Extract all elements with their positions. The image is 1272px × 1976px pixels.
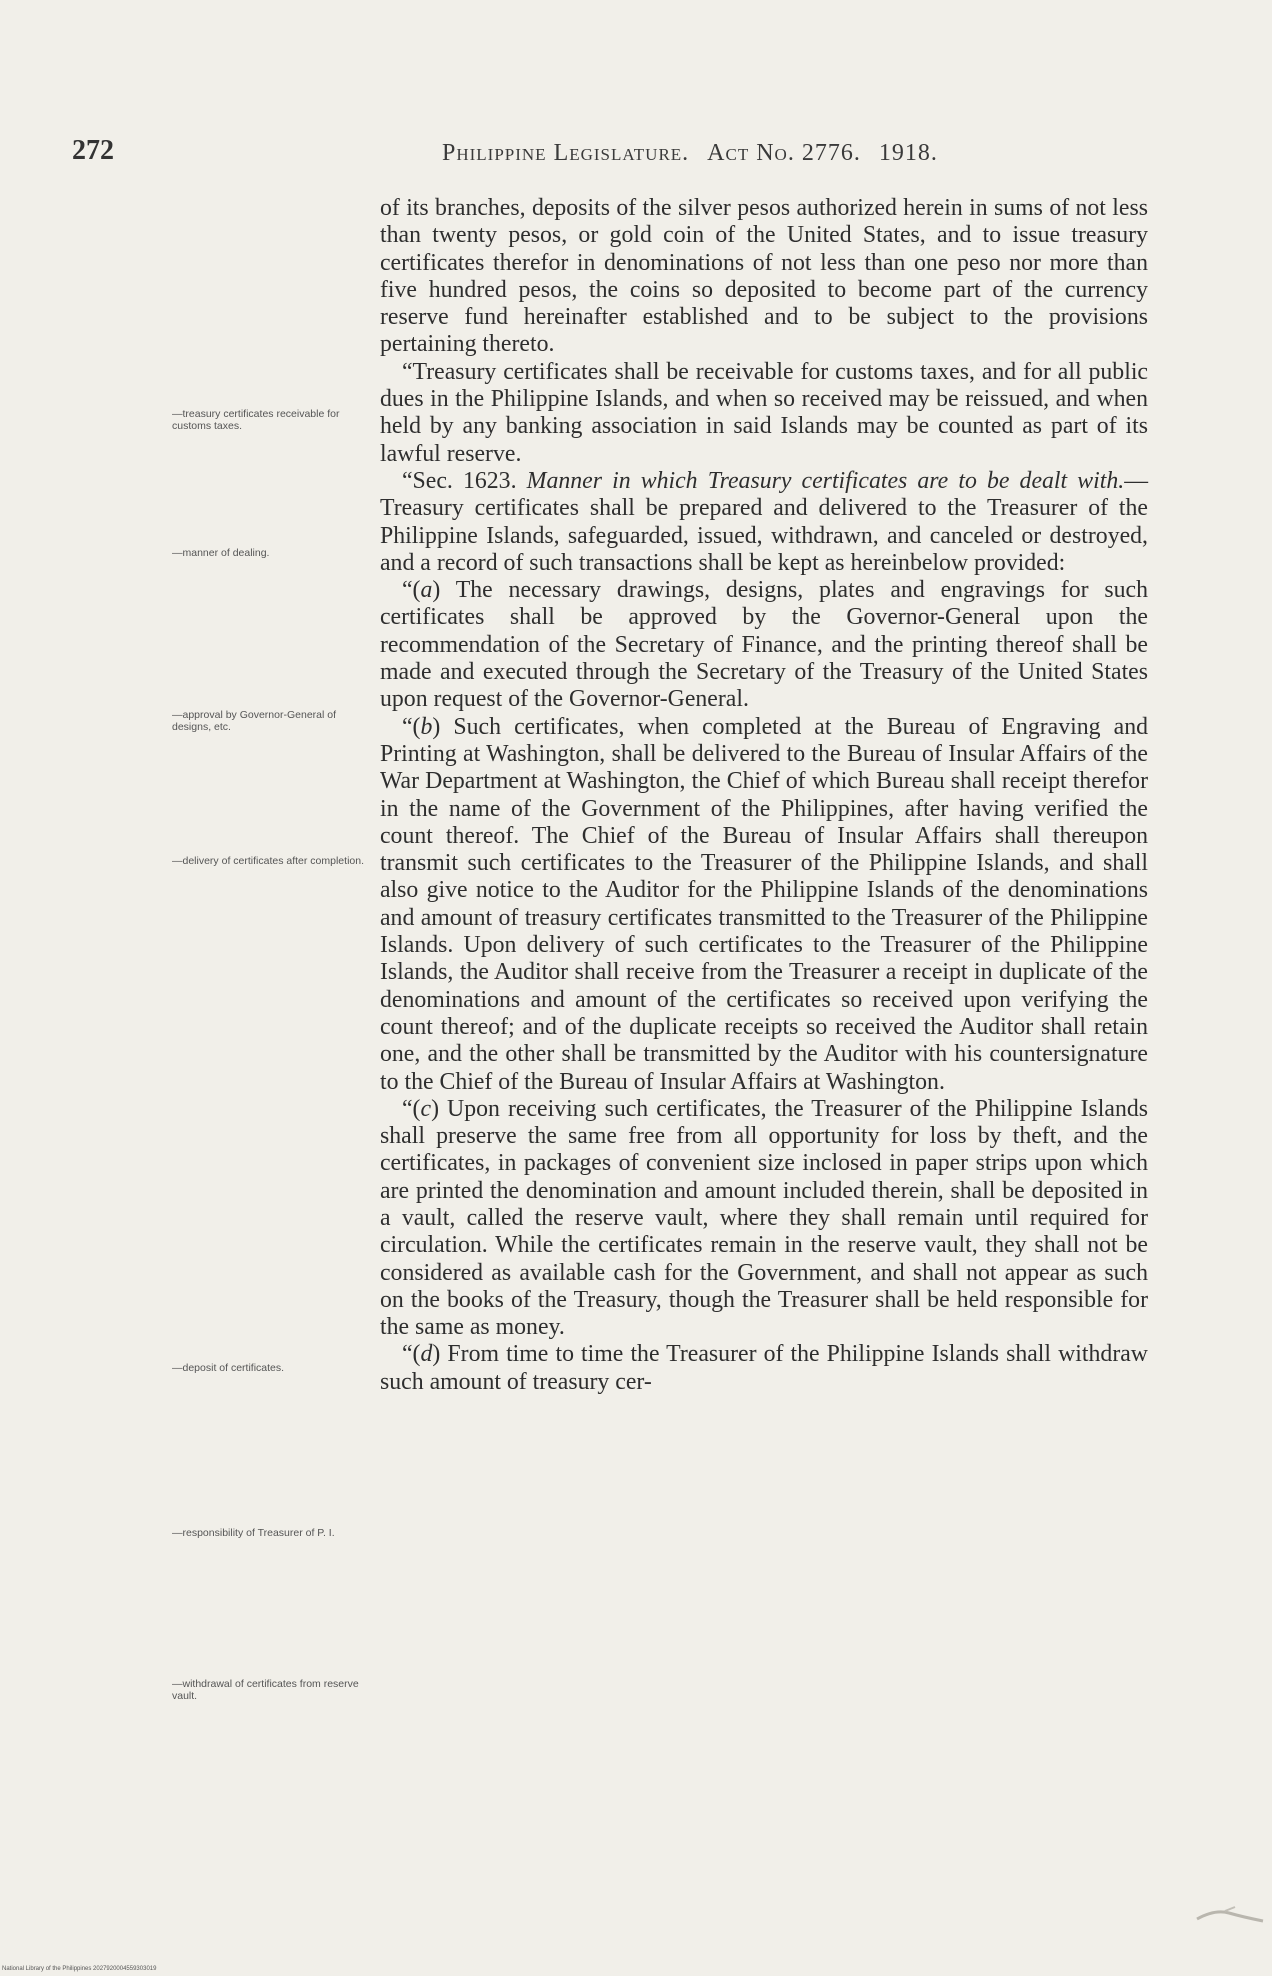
body-text xyxy=(380,195,1148,1396)
clause-letter-b: b xyxy=(420,713,433,740)
clause-open: “( xyxy=(402,577,421,604)
running-head-act: Act No. 2776. xyxy=(707,140,861,166)
clause-open: “( xyxy=(402,713,421,740)
paragraph-d xyxy=(380,1341,1148,1396)
running-head-year: 1918. xyxy=(878,140,938,166)
margin-note-manner: —manner of dealing. xyxy=(172,547,270,559)
section-number: “Sec. 1623. xyxy=(402,467,517,494)
clause-letter-c: c xyxy=(420,1095,432,1122)
section-title: Manner in which Treasury certificates are to be dealt with. xyxy=(526,467,1125,494)
running-head-title: Philippine Legislature. xyxy=(442,140,690,166)
paragraph-a xyxy=(380,577,1148,713)
clause-letter-d: d xyxy=(420,1341,433,1368)
paragraph-section-1623 xyxy=(380,468,1148,577)
clause-open: “( xyxy=(402,1095,421,1122)
section-text: —Treasury certificates shall be prepared and delivered to the Treasurer of the Philippine Islands, safeguarded, issued, withdrawn, and canceled or destroyed, and a record of such transactions shall be kept as hereinbelow provided: xyxy=(380,467,1148,576)
clause-letter-a: a xyxy=(420,577,433,604)
margin-note-responsibility: —responsibility of Treasurer of P. I. xyxy=(172,1527,335,1539)
margin-note-approval: —approval by Governor-General of designs, etc. xyxy=(172,709,336,733)
clause-d-text: ) From time to time the Treasurer of the Philippine Islands shall withdraw such amount of treasury cer- xyxy=(380,1341,1148,1395)
page-number: 272 xyxy=(72,135,114,166)
scan-smudge-icon xyxy=(1195,1905,1265,1925)
scan-credit: National Library of the Philippines 2027920004559303019 xyxy=(2,1966,157,1972)
running-head xyxy=(442,140,938,167)
paragraph-b xyxy=(380,714,1148,1096)
margin-note-delivery: —delivery of certificates after completion. xyxy=(172,855,364,867)
clause-a-text: ) The necessary drawings, designs, plates and engravings for such certificates shall be approved by the Governor-General upon the recommendation of the Secretary of Finance, and the printing thereof shall be made and executed through the Secretary of the Treasury of the United States upon request of the Governor-General. xyxy=(380,577,1148,713)
clause-c-text: ) Upon receiving such certificates, the Treasurer of the Philippine Islands shall preserve the same free from all opportunity for loss by theft, and the certificates, in packages of convenient size inclosed in paper strips upon which are printed the denomination and amount included therein, shall be deposited in a vault, called the reserve vault, where they shall remain until required for circulation. While the certificates remain in the reserve vault, they shall not be considered as available cash for the Government, and shall not appear as such on the books of the Treasury, though the Treasurer shall be held responsible for the same as money. xyxy=(380,1095,1148,1341)
paragraph-c xyxy=(380,1096,1148,1342)
margin-note-withdrawal: —withdrawal of certificates from reserve vault. xyxy=(172,1678,359,1702)
margin-note-receivable: —treasury certificates receivable for customs taxes. xyxy=(172,408,340,432)
clause-open: “( xyxy=(402,1341,421,1368)
paragraph-receivable: “Treasury certificates shall be receivable for customs taxes, and for all public dues in the Philippine Islands, and when so received may be reissued, and when held by any banking association in said Islands may be counted as part of its lawful reserve. xyxy=(380,358,1148,467)
margin-note-deposit: —deposit of certificates. xyxy=(172,1362,285,1374)
clause-b-text: ) Such certificates, when completed at the Bureau of Engraving and Printing at Washington, shall be delivered to the Bureau of Insular Affairs of the War Department at Washington, the Chief of which Bureau shall receipt therefor in the name of the Government of the Philippines, after having verified the count thereof. The Chief of the Bureau of Insular Affairs shall thereupon transmit such certificates to the Treasurer of the Philippine Islands, and shall also give notice to the Auditor for the Philippine Islands of the denominations and amount of treasury certificates transmitted to the Treasurer of the Philippine Islands. Upon delivery of such certificates to the Treasurer of the Philippine Islands, the Auditor shall receive from the Treasurer a receipt in duplicate of the denominations and amount of the certificates so received upon verifying the count thereof; and of the duplicate receipts so received the Auditor shall retain one, and the other shall be transmitted by the Auditor with his countersignature to the Chief of the Bureau of Insular Affairs at Washington. xyxy=(380,713,1148,1095)
paragraph-continuation: of its branches, deposits of the silver pesos authorized herein in sums of not less than twenty pesos, or gold coin of the United States, and to issue treasury certificates therefor in denominations of not less than one peso nor more than five hundred pesos, the coins so deposited to become part of the currency reserve fund hereinafter established and to be subject to the provisions pertaining thereto. xyxy=(380,195,1148,358)
